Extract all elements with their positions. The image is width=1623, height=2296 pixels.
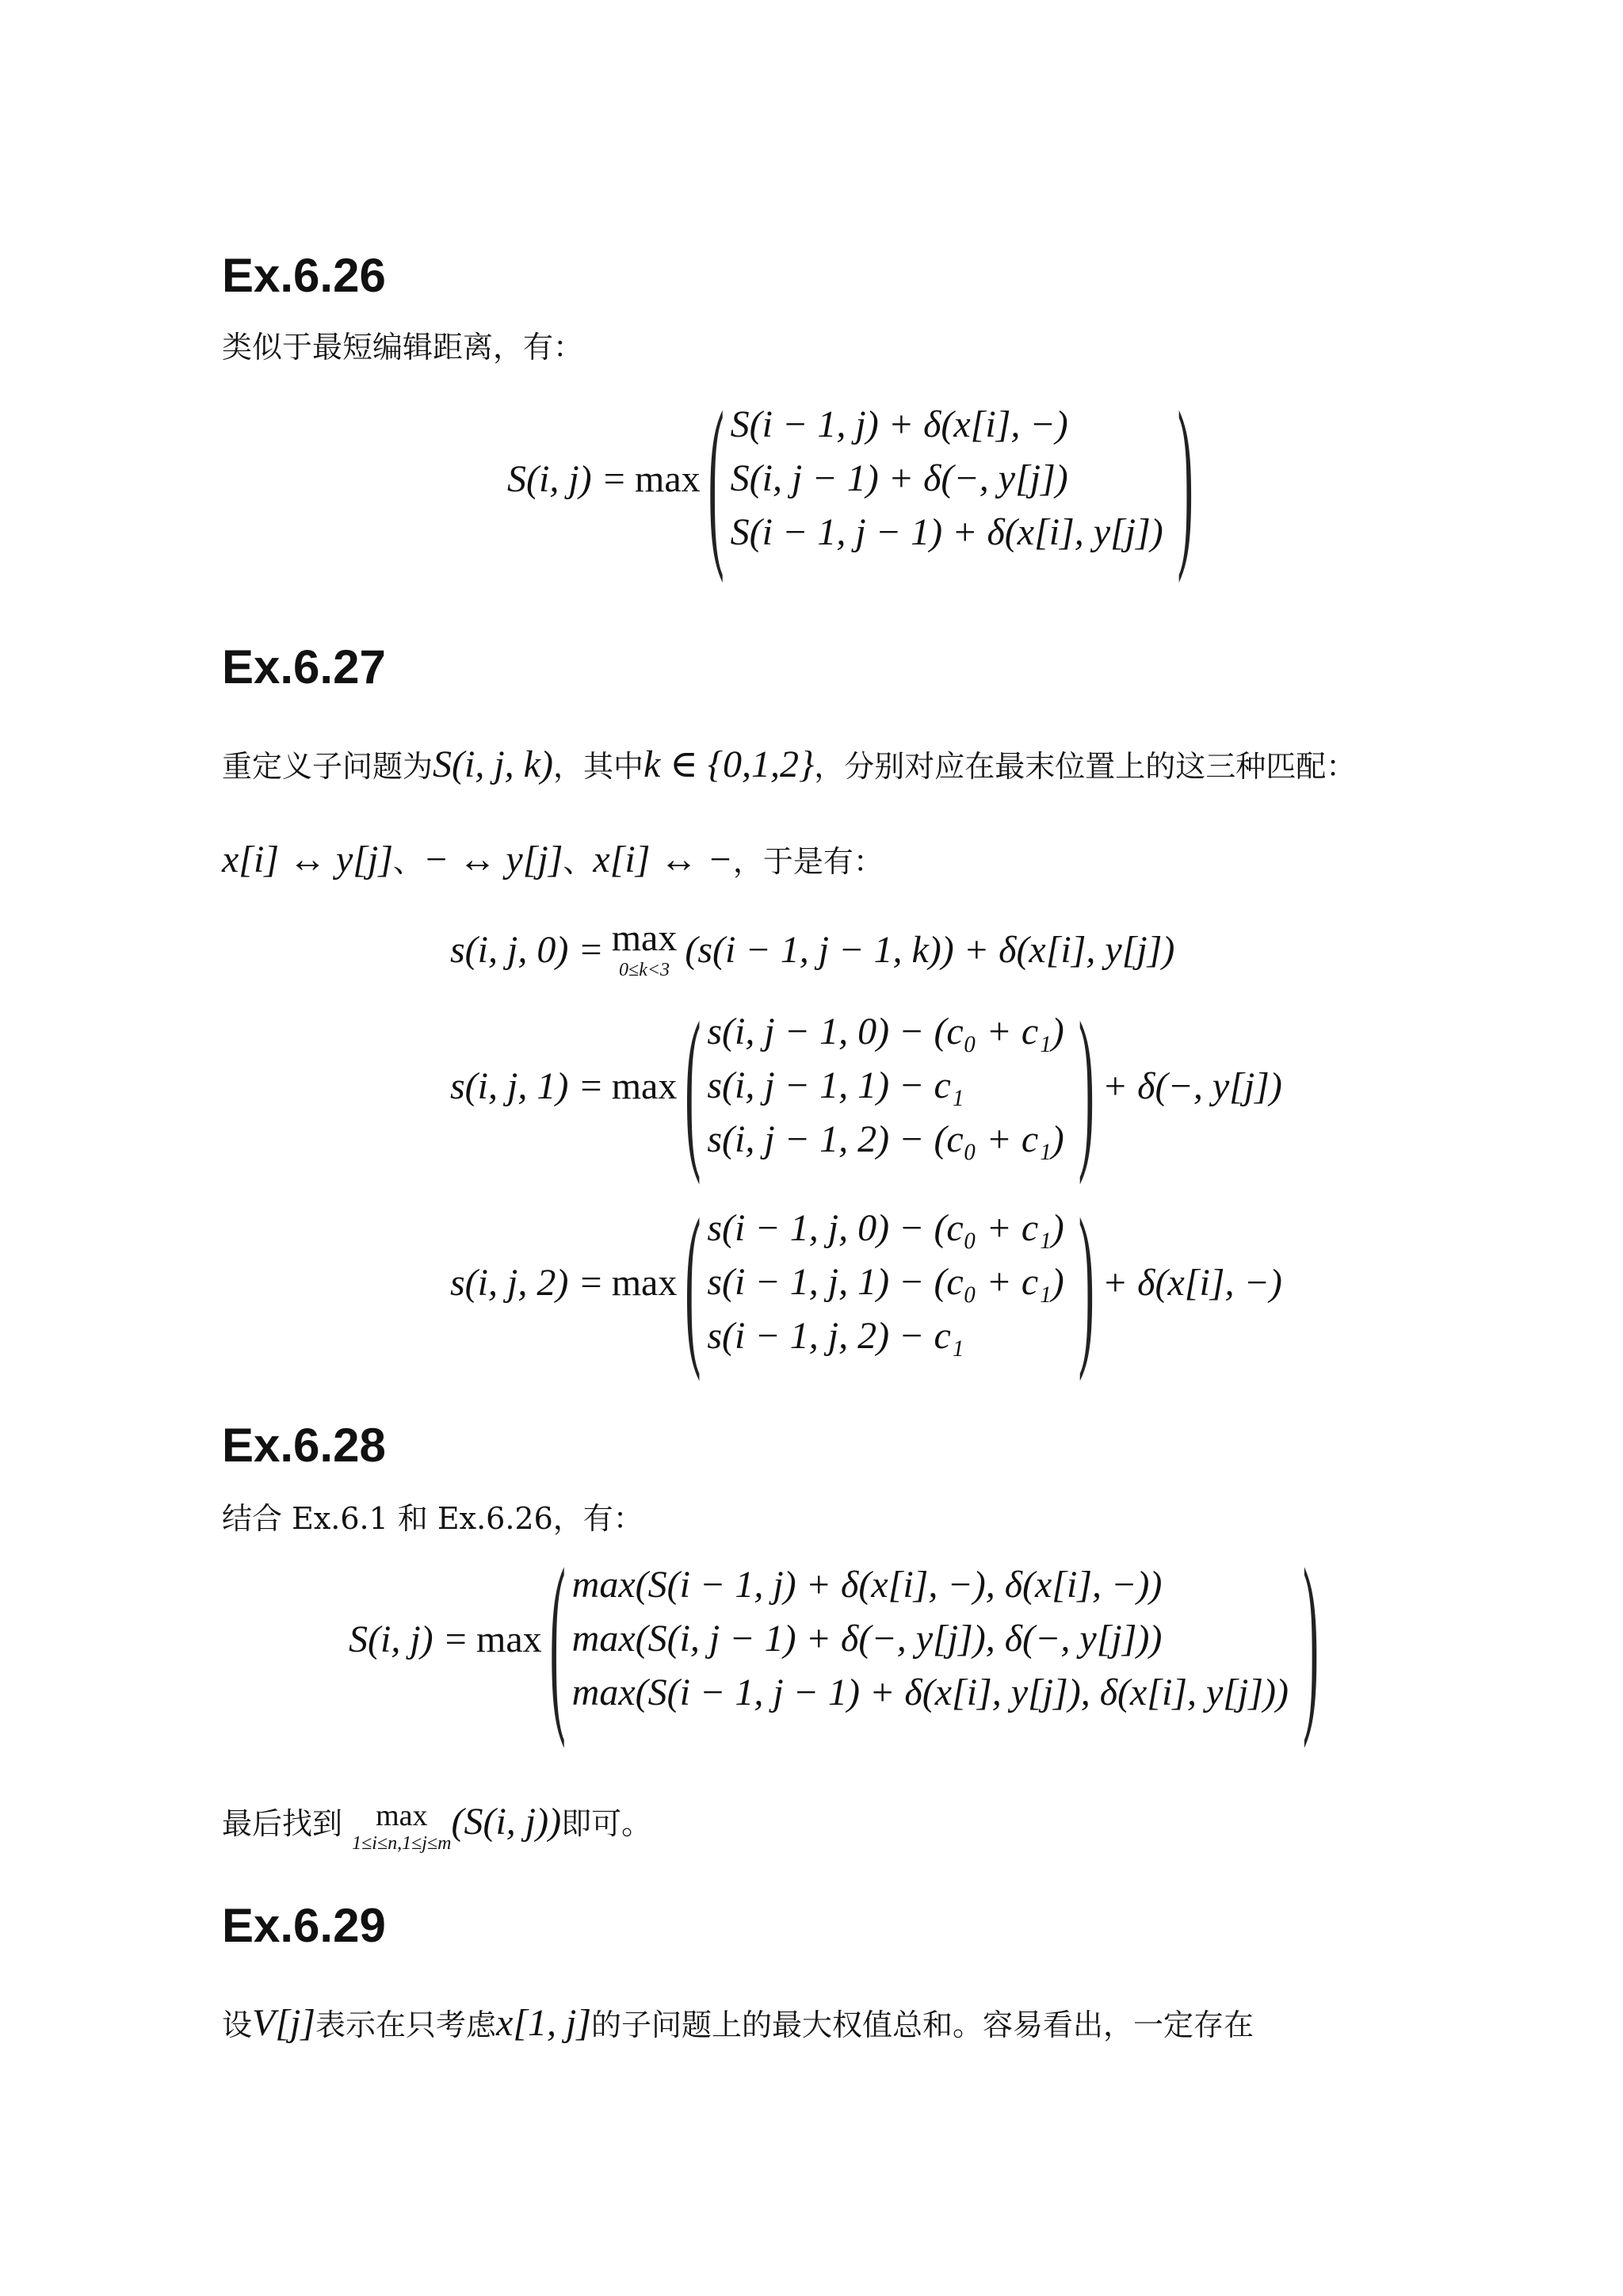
max-argument-group	[708, 372, 1193, 582]
inline-math: x[i] ↔ y[j]	[222, 839, 393, 881]
case-row: s(i − 1, j, 2) − c₁	[707, 1315, 964, 1357]
left-paren: (	[685, 1181, 701, 1381]
right-paren: )	[1078, 984, 1094, 1184]
ex-6-29-intro	[222, 2000, 1254, 2046]
case-row: s(i, j − 1, 2) − (c₀ + c₁)	[707, 1118, 1064, 1160]
max-operator: max	[635, 457, 701, 500]
ex-6-27-match-line	[222, 837, 884, 883]
max-argument-group	[685, 984, 1094, 1184]
equation-s-0	[450, 919, 1174, 980]
text-fragment: 即可。	[561, 1806, 652, 1841]
max-label: max	[611, 917, 678, 959]
inline-math: − ↔ y[j]	[423, 839, 563, 881]
case-row: S(i − 1, j) + δ(x[i], −)	[730, 403, 1068, 445]
case-row: s(i, j − 1, 0) − (c₀ + c₁)	[707, 1010, 1064, 1052]
case-rows	[701, 1000, 1070, 1171]
case-row: max(S(i − 1, j) + δ(x[i], −), δ(x[i], −))	[571, 1564, 1163, 1606]
equation-lhs: s(i, j, 0) =	[450, 928, 604, 971]
equation-tail: + δ(−, y[j])	[1102, 1064, 1282, 1107]
equation-s-1	[450, 984, 1282, 1184]
ex-6-27-intro	[222, 742, 1356, 788]
ex-6-28-outro	[222, 1799, 651, 1853]
text-fragment: 设	[222, 2008, 253, 2042]
case-rows	[701, 1197, 1070, 1368]
equation-rhs: (s(i − 1, j − 1, k)) + δ(x[i], y[j])	[685, 928, 1175, 971]
max-operator: max	[476, 1618, 542, 1660]
max-operator	[612, 919, 678, 980]
right-paren: )	[1078, 1181, 1094, 1381]
max-argument-group	[685, 1181, 1094, 1381]
equation-ex-6-28	[349, 1527, 1319, 1748]
max-operator	[352, 1798, 452, 1854]
left-paren: (	[708, 372, 724, 582]
case-row: max(S(i, j − 1) + δ(−, y[j]), δ(−, y[j]))	[571, 1618, 1163, 1660]
left-paren: (	[549, 1527, 566, 1748]
heading-ex-6-26: Ex.6.26	[222, 249, 386, 302]
inline-math: V[j]	[252, 2002, 316, 2044]
max-subscript: 0≤k<3	[619, 960, 670, 980]
text-fragment: 表示在只考虑	[315, 2008, 497, 2042]
right-paren: )	[1177, 372, 1193, 582]
ex-6-28-intro: 结合 Ex.6.1 和 Ex.6.26，有：	[222, 1501, 643, 1536]
inline-math: x[i] ↔ −	[593, 839, 733, 881]
inline-math: (S(i, j))	[451, 1801, 562, 1843]
text-fragment: 、	[393, 844, 424, 879]
case-row: S(i, j − 1) + δ(−, y[j])	[730, 457, 1068, 499]
inline-math: x[1, j]	[496, 2002, 592, 2044]
case-row: S(i − 1, j − 1) + δ(x[i], y[j])	[730, 511, 1163, 553]
text-fragment: 、	[563, 844, 594, 879]
case-rows	[724, 393, 1170, 564]
heading-ex-6-27: Ex.6.27	[222, 640, 386, 693]
inline-math: k ∈ {0,1,2}	[643, 743, 815, 785]
equation-ex-6-26	[507, 372, 1193, 582]
left-paren: (	[685, 984, 701, 1184]
case-row: s(i − 1, j, 0) − (c₀ + c₁)	[707, 1207, 1064, 1249]
text-fragment: 重定义子问题为	[222, 749, 433, 784]
max-label: max	[376, 1798, 428, 1832]
equation-tail: + δ(x[i], −)	[1102, 1261, 1282, 1304]
max-operator: max	[611, 1261, 678, 1304]
right-paren: )	[1302, 1527, 1319, 1748]
case-row: s(i, j − 1, 1) − c₁	[707, 1064, 964, 1106]
inline-math: S(i, j, k)	[433, 743, 553, 785]
max-operator: max	[611, 1064, 678, 1107]
text-fragment: ，分别对应在最末位置上的这三种匹配：	[814, 749, 1357, 784]
ex-6-26-intro: 类似于最短编辑距离，有：	[222, 330, 584, 365]
equation-lhs: s(i, j, 1) =	[450, 1064, 604, 1107]
text-fragment: ，其中	[552, 749, 643, 784]
heading-ex-6-28: Ex.6.28	[222, 1419, 386, 1472]
case-rows	[566, 1553, 1295, 1725]
case-row: max(S(i − 1, j − 1) + δ(x[i], y[j]), δ(x[i], y[j]))	[571, 1671, 1289, 1713]
case-row: s(i − 1, j, 1) − (c₀ + c₁)	[707, 1261, 1064, 1303]
text-fragment: 的子问题上的最大权值总和。容易看出，一定存在	[591, 2008, 1254, 2042]
text-fragment: ，于是有：	[732, 844, 884, 879]
equation-s-2	[450, 1181, 1282, 1381]
equation-lhs: S(i, j) =	[507, 457, 628, 500]
max-argument-group	[549, 1527, 1319, 1748]
heading-ex-6-29: Ex.6.29	[222, 1899, 386, 1952]
equation-lhs: S(i, j) =	[349, 1618, 469, 1660]
max-subscript: 1≤i≤n,1≤j≤m	[352, 1832, 452, 1854]
text-fragment: 最后找到	[222, 1806, 343, 1841]
equation-lhs: s(i, j, 2) =	[450, 1261, 604, 1304]
